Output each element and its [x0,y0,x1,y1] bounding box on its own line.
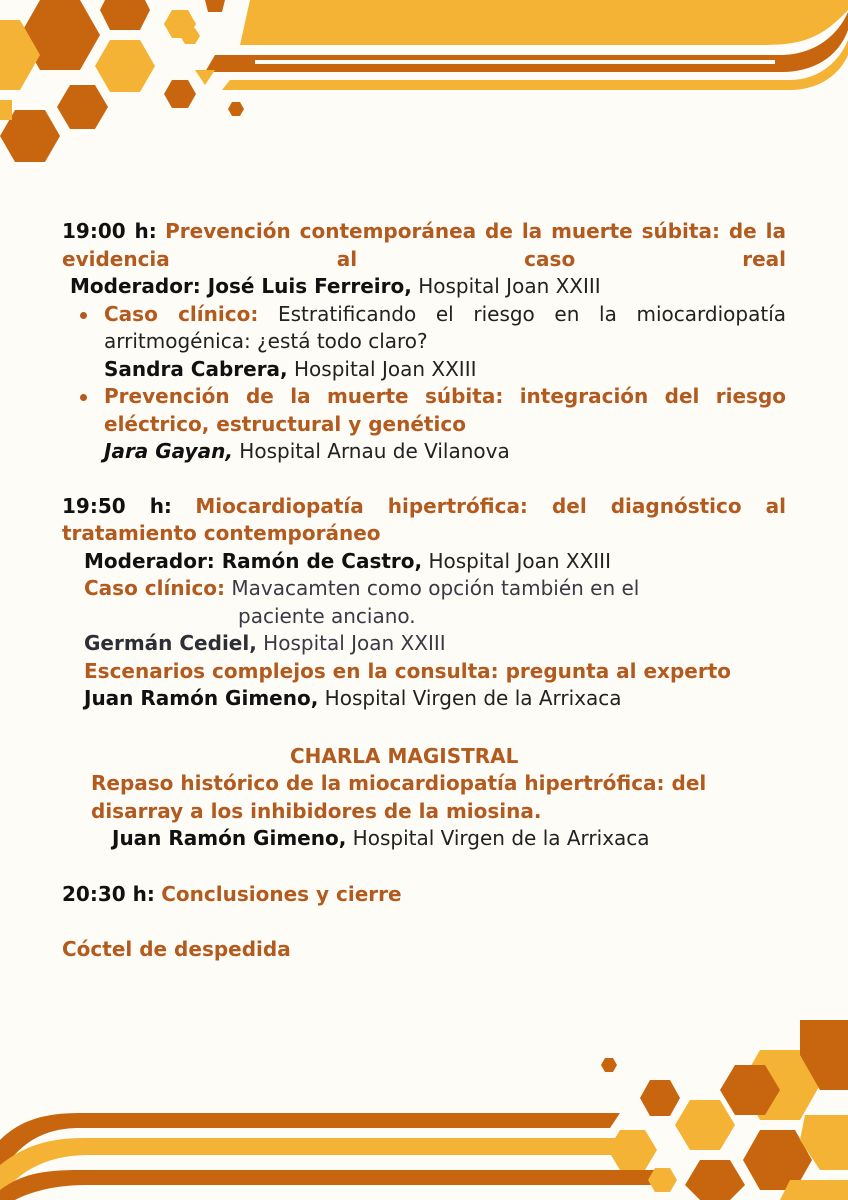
list-item [62,383,786,466]
magistral-speaker: Juan Ramón Gimeno, [112,826,347,850]
session1-moderator [62,273,786,301]
session2-case-label: Caso clínico: [84,576,226,600]
closing-line [62,881,786,909]
session2-scenario-affil: Hospital Virgen de la Arrixaca [324,686,622,710]
session1-list [62,301,786,466]
session2-moderator-name: Moderador: Ramón de Castro, [84,548,423,573]
session2-time: 19:50 h: [62,493,172,518]
closing-time: 20:30 h: [62,881,155,906]
session1-heading [62,218,786,273]
session2-case-speaker: Germán Cediel, [84,631,257,655]
session2-moderator-affil: Hospital Joan XXIII [428,548,611,573]
item-label: Prevención de la muerte súbita: integración del riesgo eléctrico, estructural y genético [104,384,786,436]
magistral-title-2: disarray a los inhibidores de la miosina. [91,798,542,823]
session2-case [62,575,786,603]
session2-title: Miocardiopatía hipertrófica: del diagnóstico al tratamiento contemporáneo [62,493,786,545]
session1-moderator-name: Moderador: José Luis Ferreiro, [70,274,412,298]
session2-scenario-speaker: Juan Ramón Gimeno, [84,686,319,710]
session1-moderator-affil: Hospital Joan XXIII [418,274,601,298]
session2-case-text-2: paciente anciano. [238,603,416,628]
magistral-affil: Hospital Virgen de la Arrixaca [352,826,650,850]
item-affil: Hospital Joan XXIII [294,356,477,381]
magistral-speaker-line [62,825,786,853]
session1-time: 19:00 h: [62,219,157,243]
closing-title: Conclusiones y cierre [161,881,402,906]
item-affil: Hospital Arnau de Vilanova [239,439,510,463]
top-hexagon-decoration [0,0,848,180]
session2-moderator [62,548,786,576]
item-speaker: Jara Gayan, [104,439,233,463]
item-label: Caso clínico: [104,301,259,326]
session2-scenario: Escenarios complejos en la consulta: pregunta al experto [84,658,731,683]
bottom-hexagon-decoration [0,1020,848,1200]
session2-scenario-speaker-line [62,685,786,713]
magistral-heading: CHARLA MAGISTRAL [290,743,519,768]
list-item [62,301,786,384]
magistral-title-1: Repaso histórico de la miocardiopatía hipertrófica: del [91,771,707,795]
session2-case-text-1: Mavacamten como opción también en el [231,576,640,600]
session2-case-speaker-line [62,630,786,658]
program-content [62,218,786,964]
session2-case-affil: Hospital Joan XXIII [263,631,446,655]
session1-title: Prevención contemporánea de la muerte súbita: de la evidencia al caso real [62,219,786,271]
item-speaker: Sandra Cabrera, [104,356,288,381]
item-text: Estratificando el riesgo en la miocardiopatía arritmogénica: ¿está todo claro? [104,301,787,353]
bullet-icon [80,394,87,401]
farewell: Cóctel de despedida [62,937,291,961]
session2-heading [62,493,786,548]
bullet-icon [80,312,87,319]
